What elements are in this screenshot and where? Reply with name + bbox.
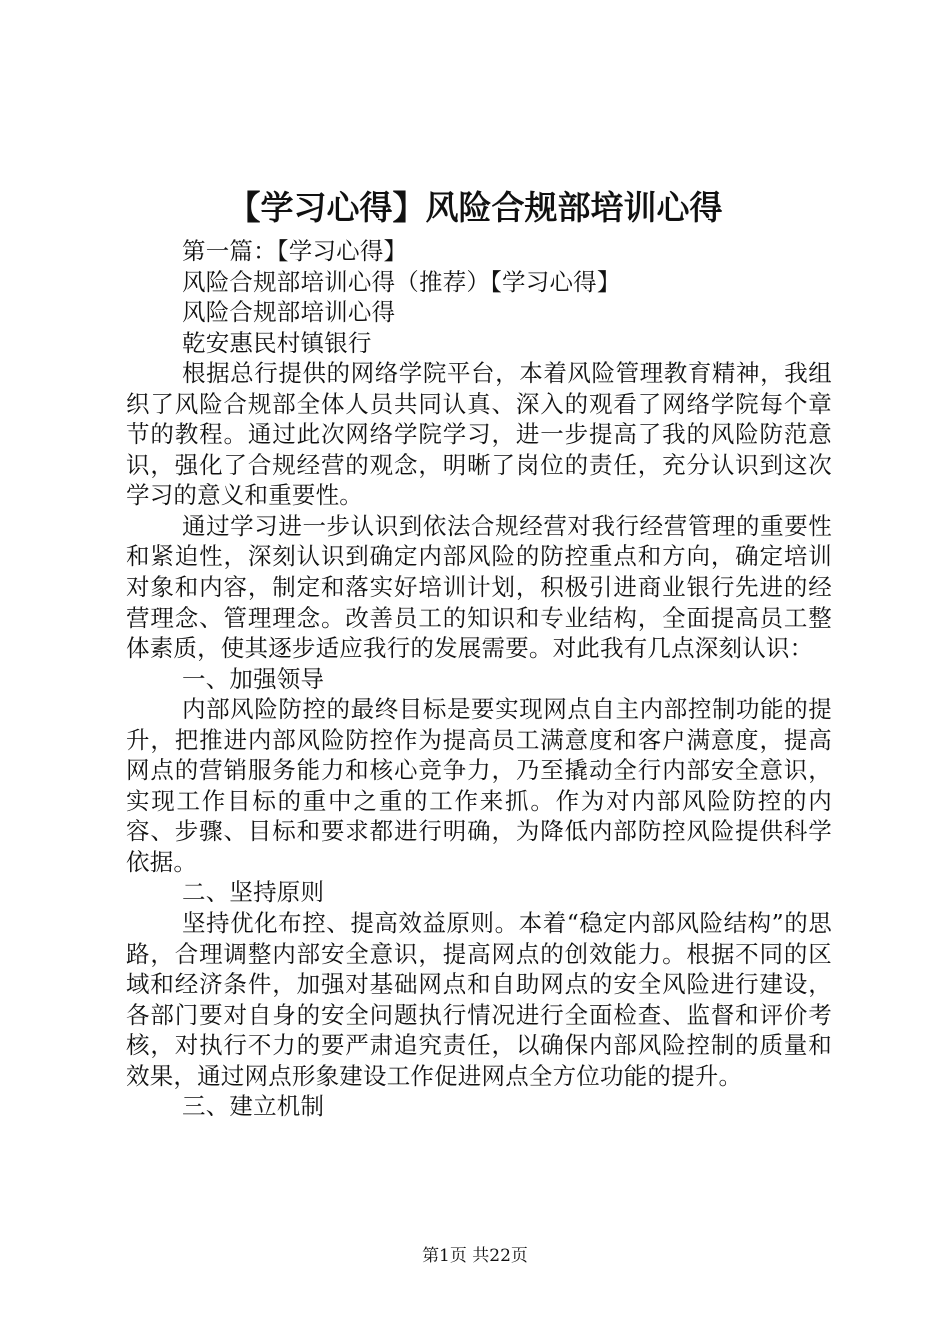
subtitle-recommended: 风险合规部培训心得（推荐）【学习心得】 [182,267,621,296]
heading-adhere-principles: 二、坚持原则 [182,878,325,907]
paragraph-intro: 根据总行提供的网络学院平台，本着风险管理教育精神，我组织了风险合规部全体人员共同认真、深入的观看了网络学院每个章节的教程。通过此次网络学院学习，进一步提高了我的风险防范意识，强化了合规经营的观念，明晰了岗位的责任，充分认识到这次学习的意义和重要性。 [126,359,832,510]
paragraph-principles: 坚持优化布控、提高效益原则。本着“稳定内部风险结构”的思路，合理调整内部安全意识，提高网点的创效能力。根据不同的区域和经济条件，加强对基础网点和自助网点的安全风险进行建设，各部门要对自身的安全问题执行情况进行全面检查、监督和评价考核，对执行不力的要严肃追究责任，以确保内部风险控制的质量和效果，通过网点形象建设工作促进网点全方位功能的提升。 [126,909,832,1090]
section-heading: 第一篇：【学习心得】 [182,237,408,265]
paragraph-understanding: 通过学习进一步认识到依法合规经营对我行经营管理的重要性和紧迫性，深刻认识到确定内部风险的防控重点和方向，确定培训对象和内容，制定和落实好培训计划，积极引进商业银行先进的经营理念、管理理念。改善员工的知识和专业结构，全面提高员工整体素质，使其逐步适应我行的发展需要。对此我有几点深刻认识： [126,511,832,663]
subtitle: 风险合规部培训心得 [182,298,396,327]
page-footer: 第1页 共22页 [422,1246,528,1266]
document-body [126,236,832,1122]
organization-name: 乾安惠民村镇银行 [182,328,372,357]
heading-establish-mechanism: 三、建立机制 [182,1092,325,1121]
paragraph-leadership: 内部风险防控的最终目标是要实现网点自主内部控制功能的提升，把推进内部风险防控作为提高员工满意度和客户满意度，提高网点的营销服务能力和核心竞争力，乃至撬动全行内部安全意识，实现工作目标的重中之重的工作来抓。作为对内部风险防控的内容、步骤、目标和要求都进行明确，为降低内部防控风险提供科学依据。 [126,695,832,876]
heading-strengthen-leadership: 一、加强领导 [182,664,325,693]
document-title: 【学习心得】风险合规部培训心得 [227,188,723,227]
